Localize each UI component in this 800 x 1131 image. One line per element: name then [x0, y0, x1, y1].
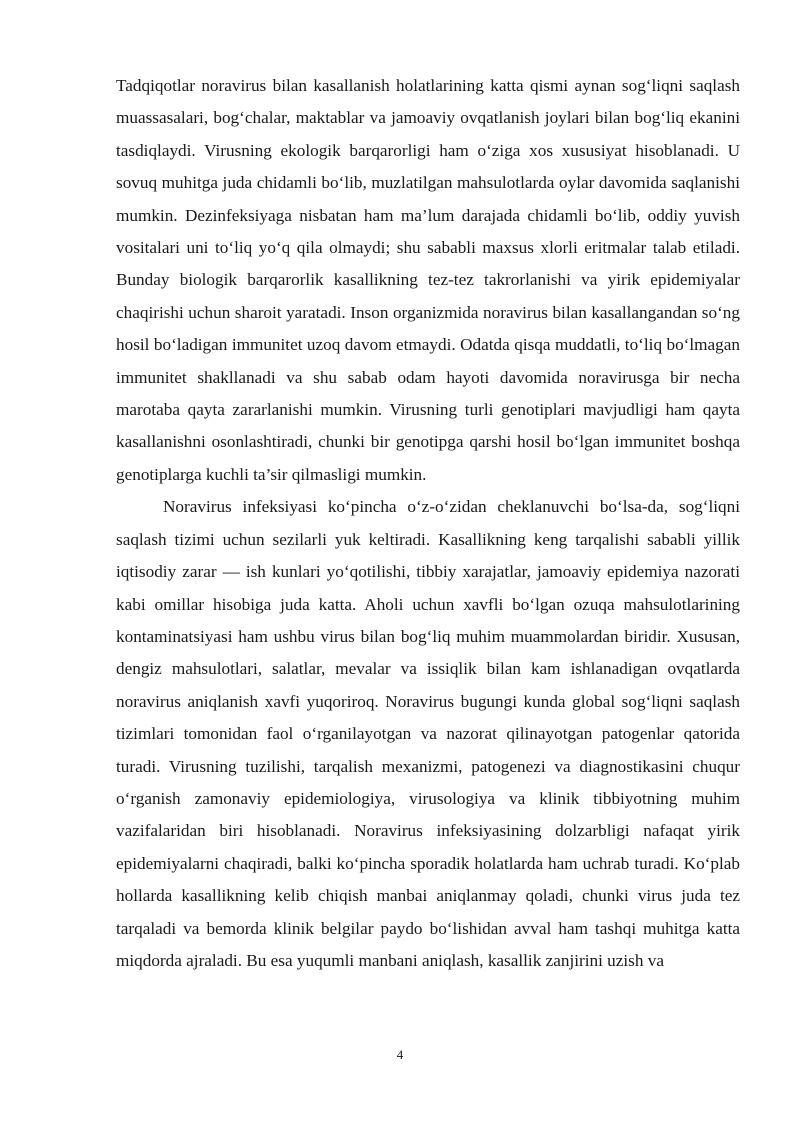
paragraph-2: Noravirus infeksiyasi ko‘pincha o‘z-o‘zidan cheklanuvchi bo‘lsa-da, sog‘liqni saqlash tizimi uchun sezilarli yuk keltiradi. Kasallikning keng tarqalishi sababli yillik iqtisodiy zarar — ish kunlari yo‘qotilishi, tibbiy xarajatlar, jamoaviy epidemiya nazorati kabi omillar hisobiga juda katta. Aholi uchun xavfli bo‘lgan ozuqa mahsulotlarining kontaminatsiyasi ham ushbu virus bilan bog‘liq muhim muammolardan biridir. Xususan, dengiz mahsulotlari, salatlar, mevalar va issiqlik bilan kam ishlanadigan ovqatlarda noravirus aniqlanish xavfi yuqoriroq. Noravirus bugungi kunda global sog‘liqni saqlash tizimlari tomonidan faol o‘rganilayotgan va nazorat qilinayotgan patogenlar qatorida turadi. Virusning tuzilishi, tarqalish mexanizmi, patogenezi va diagnostikasini chuqur o‘rganish zamonaviy epidemiologiya, virusologiya va klinik tibbiyotning muhim vazifalaridan biri hisoblanadi. Noravirus infeksiyasining dolzarbligi nafaqat yirik epidemiyalarni chaqiradi, balki ko‘pincha sporadik holatlarda ham uchrab turadi. Ko‘plab hollarda kasallikning kelib chiqish manbai aniqlanmay qoladi, chunki virus juda tez tarqaladi va bemorda klinik belgilar paydo bo‘lishidan avval ham tashqi muhitga katta miqdorda ajraladi. Bu esa yuqumli manbani aniqlash, kasallik zanjirini uzish va [116, 497, 740, 970]
page-number: 4 [396, 1047, 404, 1062]
body-text [116, 70, 740, 977]
paragraph-1: Tadqiqotlar noravirus bilan kasallanish holatlarining katta qismi aynan sog‘liqni saqlash muassasalari, bog‘chalar, maktablar va jamoaviy ovqatlanish joylari bilan bog‘liq ekanini tasdiqlaydi. Virusning ekologik barqarorligi ham o‘ziga xos xususiyat hisoblanadi. U sovuq muhitga juda chidamli bo‘lib, muzlatilgan mahsulotlarda oylar davomida saqlanishi mumkin. Dezinfeksiyaga nisbatan ham ma’lum darajada chidamli bo‘lib, oddiy yuvish vositalari uni to‘liq yo‘q qila olmaydi; shu sababli maxsus xlorli eritmalar talab etiladi. Bunday biologik barqarorlik kasallikning tez-tez takrorlanishi va yirik epidemiyalar chaqirishi uchun sharoit yaratadi. Inson organizmida noravirus bilan kasallangandan so‘ng hosil bo‘ladigan immunitet uzoq davom etmaydi. Odatda qisqa muddatli, to‘liq bo‘lmagan immunitet shakllanadi va shu sabab odam hayoti davomida noravirusga bir necha marotaba qayta zararlanishi mumkin. Virusning turli genotiplari mavjudligi ham qayta kasallanishni osonlashtiradi, chunki bir genotipga qarshi hosil bo‘lgan immunitet boshqa genotiplarga kuchli ta’sir qilmasligi mumkin. [116, 76, 740, 484]
